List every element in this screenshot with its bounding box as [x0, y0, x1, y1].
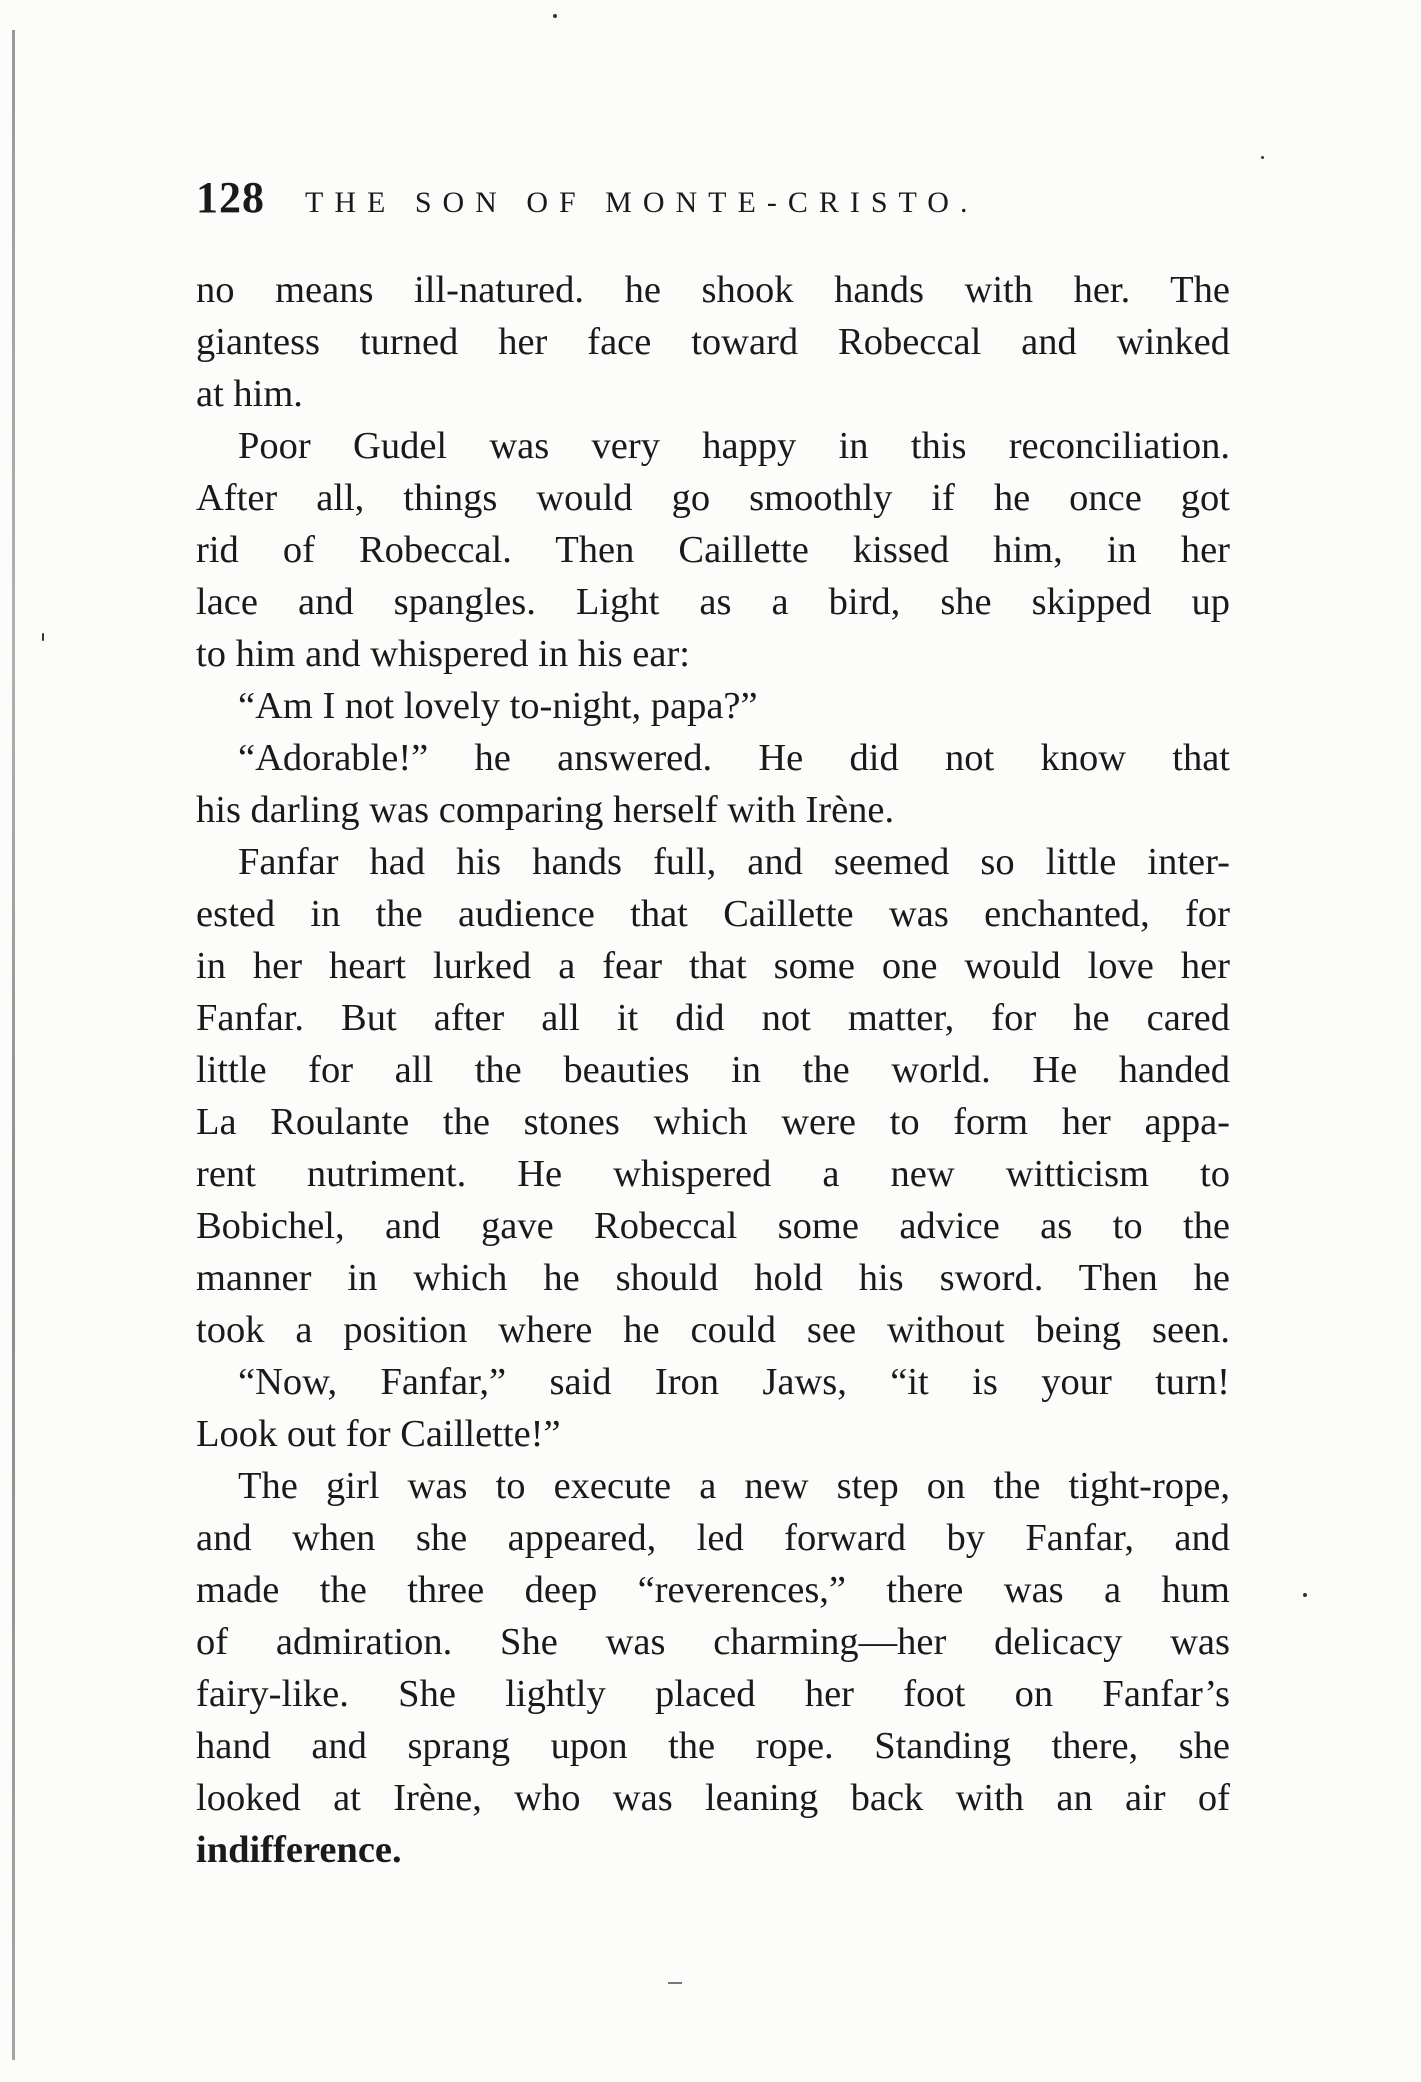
ink-speck [42, 633, 44, 641]
text-line: took a position where he could see without being seen. [196, 1309, 1230, 1351]
text-line: Bobichel, and gave Robeccal some advice as to the [196, 1205, 1230, 1247]
page-number: 128 [196, 173, 265, 222]
body-text [196, 264, 1230, 1876]
text-line: “Am I not lovely to-night, papa?” [238, 685, 758, 727]
text-line: lace and spangles. Light as a bird, she skipped up [196, 581, 1230, 623]
text-line: After all, things would go smoothly if he once got [196, 477, 1230, 519]
ink-speck [553, 14, 557, 18]
text-line: manner in which he should hold his sword. Then he [196, 1257, 1230, 1299]
text-line: no means ill-natured. he shook hands with her. The [196, 269, 1230, 311]
text-line: of admiration. She was charming—her delicacy was [196, 1621, 1230, 1663]
text-line: fairy-like. She lightly placed her foot on Fanfar’s [196, 1673, 1230, 1715]
text-line: Poor Gudel was very happy in this reconciliation. [238, 425, 1230, 467]
text-line: Fanfar. But after all it did not matter, for he cared [196, 997, 1230, 1039]
text-line: his darling was comparing herself with Irène. [196, 789, 895, 831]
text-line: to him and whispered in his ear: [196, 633, 690, 675]
text-line: Look out for Caillette!” [196, 1413, 561, 1455]
text-line: La Roulante the stones which were to form her appa- [196, 1101, 1230, 1143]
text-line: rent nutriment. He whispered a new witticism to [196, 1153, 1230, 1195]
text-line: made the three deep “reverences,” there was a hum [196, 1569, 1230, 1611]
text-line: “Adorable!” he answered. He did not know that [238, 737, 1230, 779]
ink-speck [1303, 1593, 1307, 1597]
ink-speck [1261, 156, 1264, 159]
text-line: at him. [196, 373, 303, 415]
text-line: hand and sprang upon the rope. Standing there, she [196, 1725, 1230, 1767]
text-line: looked at Irène, who was leaning back with an air of [196, 1777, 1230, 1819]
text-line: indifference. [196, 1829, 402, 1871]
text-line: in her heart lurked a fear that some one would love her [196, 945, 1230, 987]
text-line: giantess turned her face toward Robeccal and winked [196, 321, 1230, 363]
text-line: The girl was to execute a new step on the tight-rope, [238, 1465, 1230, 1507]
text-line: little for all the beauties in the world. He handed [196, 1049, 1230, 1091]
text-line: Fanfar had his hands full, and seemed so little inter- [238, 841, 1230, 883]
text-line: “Now, Fanfar,” said Iron Jaws, “it is your turn! [238, 1361, 1230, 1403]
text-line: rid of Robeccal. Then Caillette kissed him, in her [196, 529, 1230, 571]
page-edge [12, 30, 15, 2060]
text-line: and when she appeared, led forward by Fanfar, and [196, 1517, 1230, 1559]
running-header [196, 172, 1236, 223]
footer-mark [668, 1982, 682, 1984]
running-title: THE SON OF MONTE-CRISTO. [305, 186, 979, 219]
text-line: ested in the audience that Caillette was enchanted, for [196, 893, 1230, 935]
